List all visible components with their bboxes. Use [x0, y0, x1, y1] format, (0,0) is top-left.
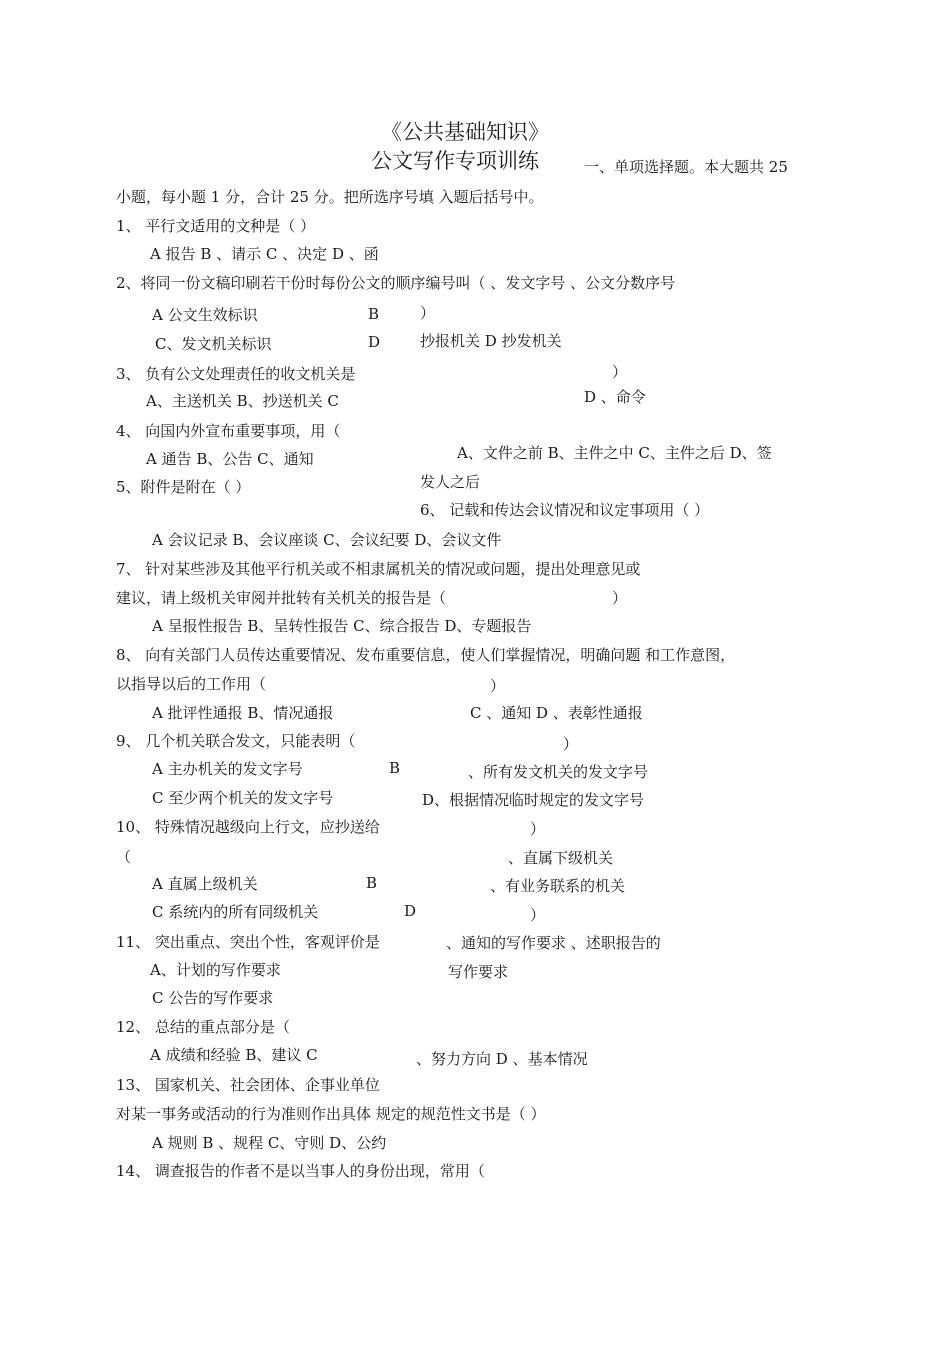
question-13-cont: 对某一事务或活动的行为准则作出具体 规定的规范性文书是（ ） [116, 1105, 546, 1123]
question-5-options-cont: 发人之后 [420, 473, 481, 491]
question-12: 12、 总结的重点部分是（ [116, 1018, 290, 1036]
question-1-options: A 报告 B 、请示 C 、决定 D 、函 [150, 245, 379, 263]
question-11: 11、 突出重点、突出个性，客观评价是 [116, 933, 380, 951]
question-8-paren: ） [490, 677, 506, 695]
question-13: 13、 国家机关、社会团体、企事业单位 [116, 1076, 380, 1094]
question-9-option-c: C 至少两个机关的发文字号 [152, 789, 334, 807]
question-10-d-paren: ） [530, 906, 546, 924]
question-11-right-cont: 写作要求 [448, 963, 509, 981]
question-9-option-d: D、根据情况临时规定的发文字号 [422, 791, 645, 809]
question-4-options: A 通告 B、公告 C、通知 [146, 450, 314, 468]
question-8-options-cd: C 、通知 D 、表彰性通报 [470, 704, 643, 722]
document-subtitle: 公文写作专项训练 [371, 149, 539, 173]
question-3-option-d: D 、命令 [584, 388, 646, 406]
question-11-option-c: C 公告的写作要求 [152, 989, 274, 1007]
question-11-right: 、通知的写作要求 、述职报告的 [446, 934, 661, 952]
question-7-paren: ） [612, 589, 628, 607]
question-2-paren: ） [420, 304, 436, 322]
question-3-options: A、主送机关 B、抄送机关 C [146, 392, 339, 410]
question-10-right: 、直属下级机关 [508, 849, 614, 867]
question-10-option-d: D [404, 902, 417, 920]
question-2-option-d: D [368, 333, 381, 351]
question-9-option-a: A 主办机关的发文字号 [152, 760, 303, 778]
question-10-lparen: （ [116, 848, 132, 866]
question-9-paren: ） [563, 735, 579, 753]
question-5-options-right: A、文件之前 B、主件之中 C、主件之后 D、签 [457, 444, 772, 462]
question-11-option-a: A、计划的写作要求 [150, 961, 281, 979]
question-8: 8、 向有关部门人员传达重要情况、发布重要信息，使人们掌握情况，明确问题 和工作意图， [116, 646, 736, 664]
document-title: 《公共基础知识》 [381, 120, 549, 144]
question-7: 7、 针对某些涉及其他平行机关或不相隶属机关的情况或问题，提出处理意见或 [116, 560, 641, 578]
question-4: 4、 向国内外宣布重要事项，用（ [116, 422, 341, 440]
question-6: 6、 记载和传达会议情况和议定事项用（ ） [420, 501, 710, 519]
question-2-option-a: A 公文生效标识 [152, 306, 258, 324]
question-10-option-b-text: 、有业务联系的机关 [490, 877, 626, 895]
question-5: 5、附件是附在（ ） [116, 478, 251, 496]
question-9: 9、 几个机关联合发文，只能表明（ [116, 732, 356, 750]
question-10-paren: ） [530, 820, 546, 838]
question-1: 1、 平行文适用的文种是（ ） [116, 217, 316, 235]
section-heading: 一、单项选择题。本大题共 25 [584, 158, 788, 176]
question-6-options: A 会议记录 B、会议座谈 C、会议纪要 D、会议文件 [152, 531, 502, 549]
question-14: 14、 调查报告的作者不是以当事人的身份出现，常用（ [116, 1162, 485, 1180]
question-10-option-a: A 直属上级机关 [152, 875, 258, 893]
question-2-option-c: C、发文机关标识 [155, 335, 272, 353]
question-10-option-b: B [366, 874, 378, 892]
question-2-option-b: B [368, 305, 380, 323]
question-9-option-b: B [389, 759, 401, 777]
question-8-cont: 以指导以后的工作用（ [116, 675, 267, 693]
question-7-options: A 呈报性报告 B、呈转性报告 C、综合报告 D、专题报告 [152, 617, 532, 635]
question-2: 2、将同一份文稿印刷若干份时每份公文的顺序编号叫（ 、发文字号 、公文分数序号 [116, 274, 676, 292]
question-12-options: A 成绩和经验 B、建议 C [150, 1046, 318, 1064]
question-13-options: A 规则 B 、规程 C、守则 D、公约 [152, 1134, 387, 1152]
question-3-paren: ） [612, 363, 628, 381]
question-10: 10、 特殊情况越级向上行文，应抄送给 [116, 818, 380, 836]
question-12-options-cd: 、努力方向 D 、基本情况 [416, 1050, 588, 1068]
instructions: 小题，每小题 1 分，合计 25 分。把所选序号填 入题后括号中。 [116, 188, 544, 206]
question-10-option-c: C 系统内的所有同级机关 [152, 903, 319, 921]
question-3: 3、 负有公文处理责任的收文机关是 [116, 365, 356, 383]
question-9-option-b-text: 、所有发文机关的发文字号 [468, 763, 649, 781]
question-2-options-cd: 抄报机关 D 抄发机关 [420, 332, 562, 350]
question-7-cont: 建议，请上级机关审阅并批转有关机关的报告是（ [116, 589, 447, 607]
question-8-options-ab: A 批评性通报 B、情况通报 [152, 704, 334, 722]
